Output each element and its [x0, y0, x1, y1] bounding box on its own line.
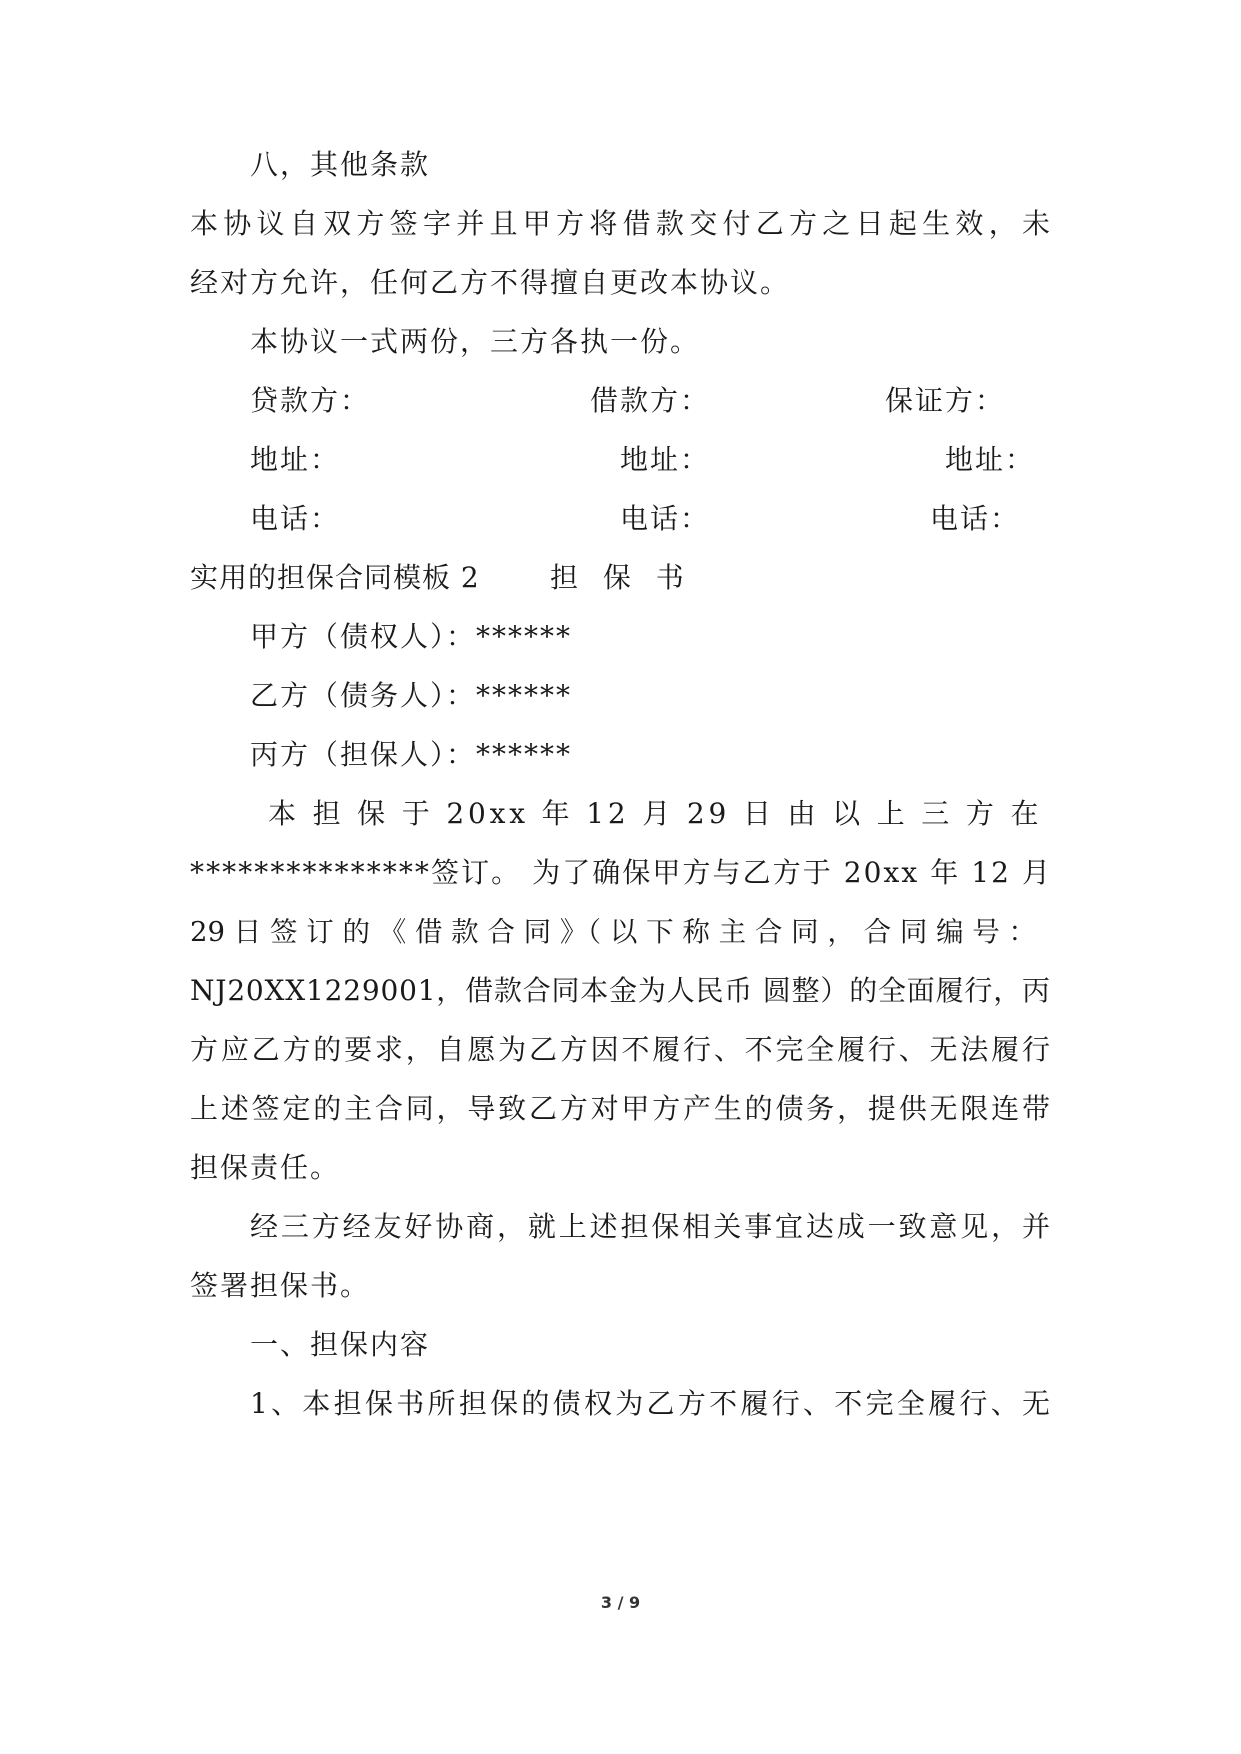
consensus-paragraph-line-1: 经三方经友好协商，就上述担保相关事宜达成一致意见，并	[250, 1210, 1053, 1243]
section-8-heading: 八，其他条款	[250, 148, 431, 181]
guarantee-paragraph-line-7: 担保责任。	[190, 1151, 341, 1184]
party-b-line: 乙方（债务人）：******	[250, 679, 573, 712]
guarantee-paragraph-line-1: 本 担 保 于 20xx 年 12 月 29 日 由 以 上 三 方 在	[268, 797, 1043, 830]
consensus-paragraph-line-2: 签署担保书。	[190, 1269, 371, 1302]
lender-phone-label: 电话：	[250, 502, 341, 535]
page-number: 3 / 9	[600, 1593, 641, 1612]
section-1-heading: 一、担保内容	[250, 1328, 431, 1361]
guarantee-paragraph-line-3: 29 日 签 订 的 《 借 款 合 同 》（ 以 下 称 主 合 同 ， 合 同 编 号 ：	[190, 916, 1037, 948]
guarantee-paragraph-line-2: ***************签订。 为了确保甲方与乙方于 20xx 年 12 月	[190, 856, 1053, 889]
section-8-paragraph-2: 本协议一式两份，三方各执一份。	[250, 325, 701, 358]
party-c-line: 丙方（担保人）：******	[250, 738, 573, 771]
guarantee-paragraph-line-5: 方应乙方的要求，自愿为乙方因不履行、不完全履行、无法履行	[190, 1033, 1053, 1066]
borrower-address-label: 地址：	[620, 443, 711, 476]
guarantor-label: 保证方：	[885, 384, 1006, 417]
guarantee-document-title: 担 保 书	[550, 561, 692, 594]
section-8-paragraph-1-line-2: 经对方允许，任何乙方不得擅自更改本协议。	[190, 266, 791, 299]
lender-address-label: 地址：	[250, 443, 341, 476]
borrower-phone-label: 电话：	[620, 502, 711, 535]
guarantee-paragraph-line-4: NJ20XX1229001，借款合同本金为人民币 圆整）的全面履行，丙	[190, 974, 1051, 1007]
guarantor-address-label: 地址：	[945, 443, 1036, 476]
section-1-item-1: 1、本担保书所担保的债权为乙方不履行、不完全履行、无	[250, 1387, 1054, 1420]
guarantor-phone-label: 电话：	[930, 502, 1021, 535]
lender-label: 贷款方：	[250, 384, 371, 417]
template-2-title: 实用的担保合同模板 2	[190, 561, 480, 594]
borrower-label: 借款方：	[590, 384, 711, 417]
section-8-paragraph-1-line-1: 本协议自双方签字并且甲方将借款交付乙方之日起生效，未	[190, 207, 1056, 240]
party-a-line: 甲方（债权人）：******	[250, 620, 573, 653]
guarantee-paragraph-line-6: 上述签定的主合同，导致乙方对甲方产生的债务，提供无限连带	[190, 1092, 1053, 1125]
